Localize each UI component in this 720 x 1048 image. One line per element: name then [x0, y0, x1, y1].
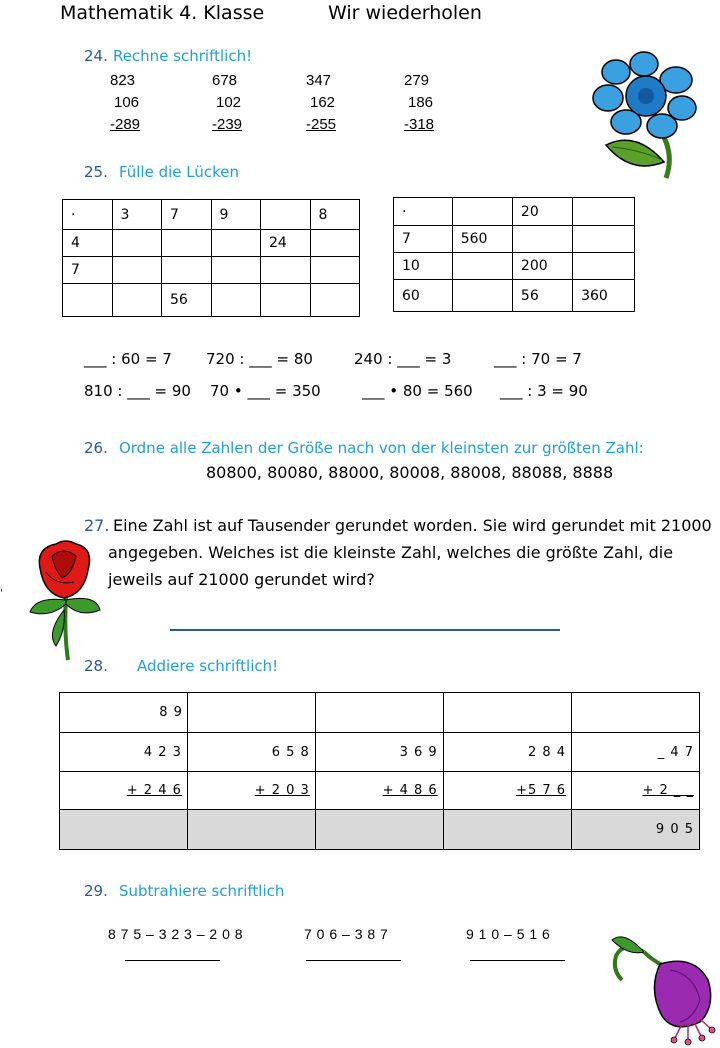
table-cell: 560: [452, 226, 512, 253]
page-subtitle: Wir wiederholen: [328, 2, 482, 24]
equation: 720 : ___ = 80: [206, 350, 313, 368]
table-cell[interactable]: [63, 284, 113, 317]
table-cell: 20: [512, 198, 572, 226]
table-cell[interactable]: [452, 253, 512, 280]
table-cell: 8 9: [60, 693, 188, 733]
table-row: [394, 280, 635, 312]
task-24-value: -255: [306, 116, 337, 133]
table-cell: 10: [394, 253, 453, 280]
page-title: Mathematik 4. Klasse: [60, 2, 265, 24]
table-cell: 4 2 3: [60, 733, 188, 772]
task-24-heading: 24. Rechne schriftlich!: [84, 47, 253, 65]
table-row: [394, 198, 635, 226]
margin-mark: ': [0, 588, 3, 599]
table-row: [394, 253, 635, 280]
subtraction-answer-line-1[interactable]: [125, 960, 220, 961]
task-27-number: 27.: [84, 516, 110, 535]
table-cell[interactable]: [452, 198, 512, 226]
table-cell: 56: [162, 284, 212, 317]
table-cell[interactable]: [211, 257, 261, 284]
equation: ___ : 70 = 7: [494, 350, 582, 368]
table-cell: _ 4 7: [572, 733, 700, 772]
multiplication-table-1: [62, 199, 360, 317]
table-cell[interactable]: [310, 230, 360, 257]
table-cell: 56: [512, 280, 572, 312]
table-cell[interactable]: [452, 280, 512, 312]
table-cell: 6 5 8: [187, 733, 315, 772]
table-row: [63, 200, 360, 230]
task-24-value: 162: [310, 94, 336, 111]
table-cell[interactable]: [315, 693, 443, 733]
table-cell: 4: [63, 230, 113, 257]
task-24-value: -318: [404, 116, 435, 133]
answer-line[interactable]: [170, 629, 560, 631]
subtraction-answer-line-3[interactable]: [470, 960, 565, 961]
table-cell[interactable]: [573, 253, 635, 280]
table-cell[interactable]: [443, 810, 571, 850]
table-cell[interactable]: [261, 284, 311, 317]
table-cell[interactable]: [211, 284, 261, 317]
table-cell: +5 7 6: [443, 772, 571, 810]
table-cell[interactable]: [211, 230, 261, 257]
addition-table: [59, 692, 700, 850]
table-cell[interactable]: [261, 257, 311, 284]
table-cell: 200: [512, 253, 572, 280]
table-cell: 9 0 5: [572, 810, 700, 850]
subtraction-answer-line-2[interactable]: [306, 960, 401, 961]
table-cell[interactable]: [310, 284, 360, 317]
purple-fuchsia-icon: [604, 930, 718, 1046]
table-row: [63, 257, 360, 284]
table-cell: 2 8 4: [443, 733, 571, 772]
table-cell: 7: [394, 226, 453, 253]
table-row: [63, 284, 360, 317]
table-cell[interactable]: [573, 226, 635, 253]
table-row: [60, 693, 700, 733]
task-27-line-1: Eine Zahl ist auf Tausender gerundet worden. Sie wird gerundet mit 21000: [113, 516, 712, 535]
task-28-heading: 28. Addiere schriftlich!: [84, 657, 279, 675]
task-24-value: 106: [114, 94, 140, 111]
equation: 810 : ___ = 90: [84, 382, 191, 400]
task-24-value: 823: [110, 72, 136, 89]
table-cell: 3: [112, 200, 162, 230]
equation: 70 • ___ = 350: [210, 382, 321, 400]
table-cell: 7: [162, 200, 212, 230]
table-cell: + 2 0 3: [187, 772, 315, 810]
task-29-heading: 29. Subtrahiere schriftlich: [84, 882, 285, 900]
table-cell[interactable]: [573, 198, 635, 226]
table-cell: + 2 _ _: [572, 772, 700, 810]
equation: ___ : 60 = 7: [84, 350, 172, 368]
table-cell[interactable]: [310, 257, 360, 284]
subtraction-item-3: 9 1 0 – 5 1 6: [466, 926, 551, 942]
table-cell[interactable]: [162, 230, 212, 257]
red-rose-icon: [26, 538, 102, 662]
table-cell[interactable]: [187, 810, 315, 850]
table-cell[interactable]: [112, 230, 162, 257]
table-cell[interactable]: [112, 284, 162, 317]
table-row: [394, 226, 635, 253]
equation: ___ • 80 = 560: [362, 382, 473, 400]
task-24-value: -239: [212, 116, 243, 133]
table-cell[interactable]: [112, 257, 162, 284]
task-27-line-3: jeweils auf 21000 gerundet wird?: [108, 570, 375, 589]
table-cell[interactable]: [315, 810, 443, 850]
blue-flower-icon: [586, 50, 702, 180]
table-row: [63, 230, 360, 257]
task-24-value: -289: [110, 116, 141, 133]
table-cell: + 2 4 6: [60, 772, 188, 810]
task-25-heading: 25. Fülle die Lücken: [84, 163, 240, 181]
table-cell[interactable]: [261, 200, 311, 230]
task-24-value: 279: [404, 72, 430, 89]
table-cell: 24: [261, 230, 311, 257]
equation: 240 : ___ = 3: [354, 350, 452, 368]
table-cell[interactable]: [60, 810, 188, 850]
task-26-numbers: 80800, 80080, 88000, 80008, 88008, 88088, 8888: [206, 463, 614, 482]
table-row: [60, 810, 700, 850]
table-row: [60, 772, 700, 810]
table-cell: 8: [310, 200, 360, 230]
subtraction-item-1: 8 7 5 – 3 2 3 – 2 0 8: [108, 926, 244, 942]
table-cell: 60: [394, 280, 453, 312]
task-26-heading: 26. Ordne alle Zahlen der Größe nach von der kleinsten zur größten Zahl:: [84, 439, 644, 457]
table-cell[interactable]: [572, 693, 700, 733]
table-cell: 360: [573, 280, 635, 312]
task-24-value: 102: [216, 94, 242, 111]
task-27-line-2: angegeben. Welches ist die kleinste Zahl, welches die größte Zahl, die: [108, 543, 674, 562]
equation: ___ : 3 = 90: [500, 382, 588, 400]
table-cell: 7: [63, 257, 113, 284]
table-cell: ·: [63, 200, 113, 230]
table-cell: 9: [211, 200, 261, 230]
table-cell: 3 6 9: [315, 733, 443, 772]
table-cell: + 4 8 6: [315, 772, 443, 810]
table-cell[interactable]: [187, 693, 315, 733]
table-cell[interactable]: [443, 693, 571, 733]
task-24-value: 347: [306, 72, 332, 89]
task-24-value: 678: [212, 72, 238, 89]
table-row: [60, 733, 700, 772]
task-24-value: 186: [408, 94, 434, 111]
table-cell[interactable]: [162, 257, 212, 284]
table-cell: ·: [394, 198, 453, 226]
multiplication-table-2: [393, 197, 635, 312]
subtraction-item-2: 7 0 6 – 3 8 7: [304, 926, 389, 942]
table-cell[interactable]: [512, 226, 572, 253]
